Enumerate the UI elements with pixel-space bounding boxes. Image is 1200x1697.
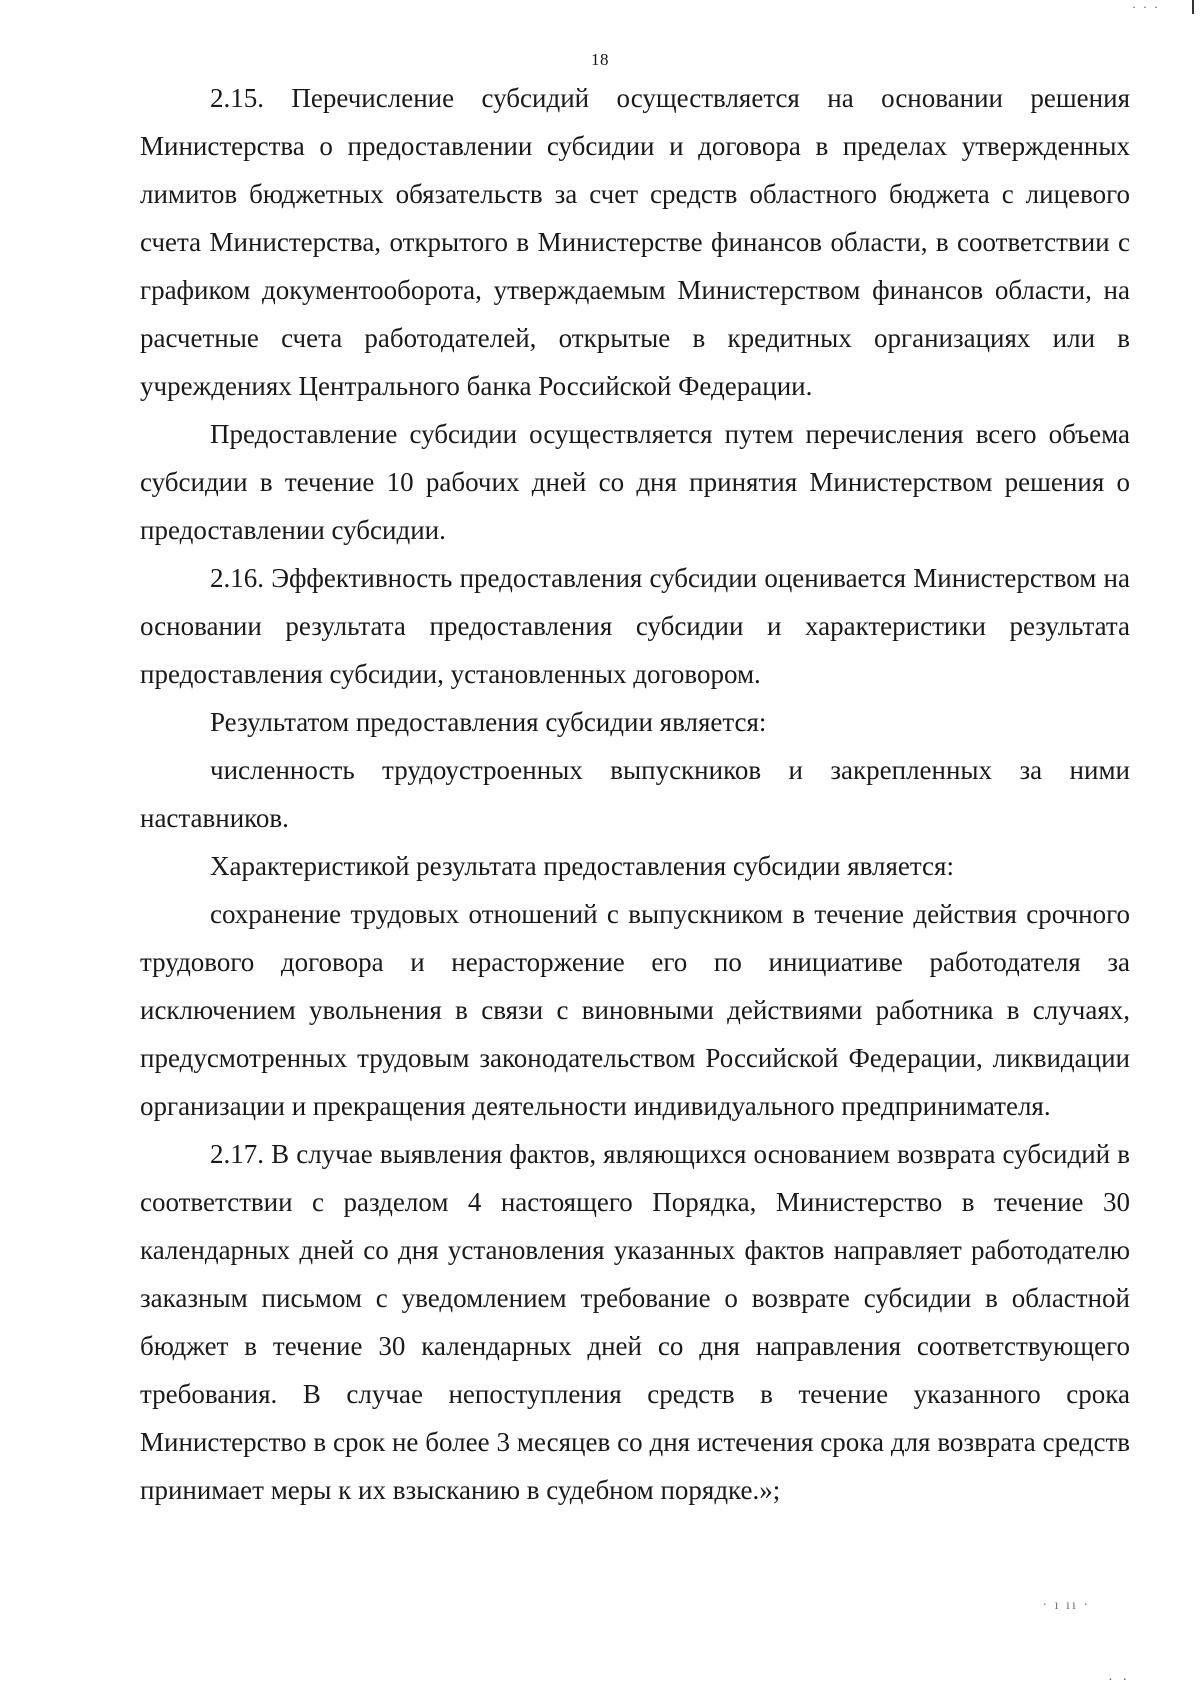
paragraph-characteristic-heading: Характеристикой результата предоставления субсидии является: [210, 851, 954, 881]
scan-artifact-top: · · · [1132, 0, 1160, 14]
paragraph-2-17: 2.17. В случае выявления фактов, являющихся основанием возврата субсидий в соответствии с разделом 4 настоящего Порядка, Министерство в течение 30 календарных дней со дня установления указанных фактов направляет работодателю заказным письмом с уведомлением требование о возврате субсидии в областной бюджет в течение 30 календарных дней со дня направления соответствующего требования. В случае непоступления средств в течение указанного срока Министерство в срок не более 3 месяцев со дня истечения срока для возврата средств принимает меры к их взысканию в судебном порядке.»; [140, 1139, 1130, 1505]
paragraph-2-16: 2.16. Эффективность предоставления субсидии оценивается Министерством на основании результата предоставления субсидии и характеристики результата предоставления субсидии, установленных договором. [140, 563, 1130, 689]
paragraph-transfer-terms: Предоставление субсидии осуществляется путем перечисления всего объема субсидии в течение 10 рабочих дней со дня принятия Министерством решения о предоставлении субсидии. [140, 419, 1130, 545]
scan-artifact-bottom: · · [1108, 1673, 1130, 1688]
document-body [140, 74, 1130, 1514]
scan-edge-mark [1192, 0, 1194, 14]
paragraph-characteristic-value: сохранение трудовых отношений с выпускником в течение действия срочного трудового договора и нерасторжение его по инициативе работодателя за исключением увольнения в связи с виновными действиями работника в случаях, предусмотренных трудовым законодательством Российской Федерации, ликвидации организации и прекращения деятельности индивидуального предпринимателя. [140, 899, 1130, 1121]
paragraph-result-value: численность трудоустроенных выпускников и закрепленных за ними наставников. [140, 755, 1130, 833]
paragraph-2-15: 2.15. Перечисление субсидий осуществляется на основании решения Министерства о предоставлении субсидии и договора в пределах утвержденных лимитов бюджетных обязательств за счет средств областного бюджета с лицевого счета Министерства, открытого в Министерстве финансов области, в соответствии с графиком документооборота, утверждаемым Министерством финансов области, на расчетные счета работодателей, открытые в кредитных организациях или в учреждениях Центрального банка Российской Федерации. [140, 83, 1130, 401]
scan-artifact-lower: · ı ıı · [1042, 1598, 1090, 1613]
page-number: 18 [591, 50, 609, 69]
paragraph-result-heading: Результатом предоставления субсидии является: [210, 707, 767, 737]
